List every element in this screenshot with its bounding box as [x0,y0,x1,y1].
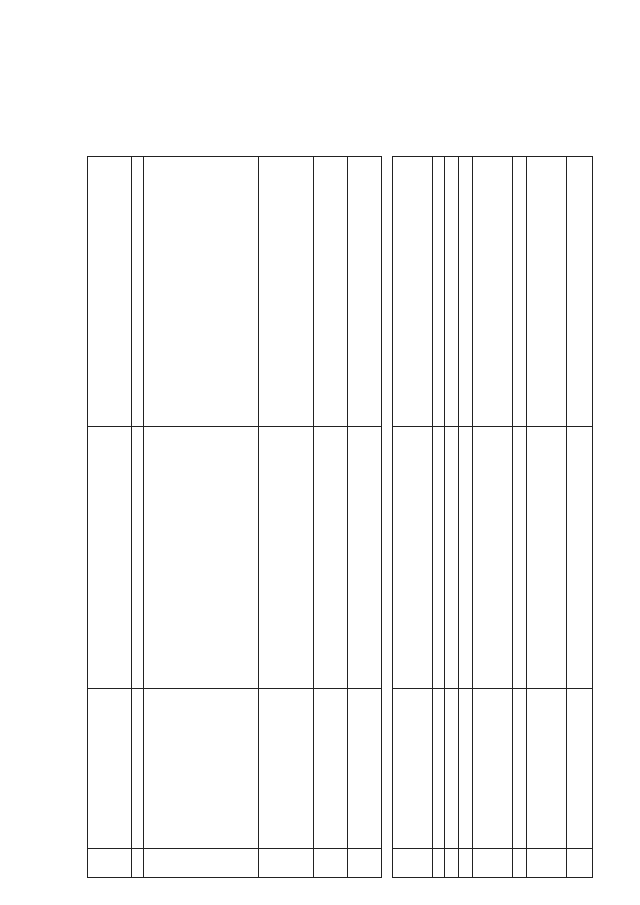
table-cell [88,157,132,427]
table-cell [259,849,314,878]
table-cell [144,849,259,878]
table-cell [314,427,348,689]
table-cell [459,849,473,878]
table-cell [348,849,382,878]
table-row [513,157,527,878]
table-cell [459,427,473,689]
table-cell [433,689,445,849]
table-row [445,157,459,878]
table-header-row [88,157,132,878]
table-cell [88,689,132,849]
table-cell [393,427,433,689]
table-cell [513,157,527,427]
table-cell [259,157,314,427]
data-table-upper [87,156,382,878]
table-cell [132,157,144,427]
column-number-row [433,157,445,878]
table-cell [144,157,259,427]
table-row [567,157,593,878]
table-cell [259,427,314,689]
table-cell [314,849,348,878]
table-row [527,157,567,878]
table-cell [314,689,348,849]
table-cell [473,849,513,878]
table-cell [314,157,348,427]
table-cell [348,427,382,689]
table-row [144,157,259,878]
table-cell [527,427,567,689]
table-cell [473,427,513,689]
table-cell [459,157,473,427]
column-number-row [132,157,144,878]
table-cell [348,689,382,849]
table-cell [433,849,445,878]
table-cell [567,157,593,427]
table-cell [567,689,593,849]
table-cell [393,157,433,427]
table-cell [513,849,527,878]
table-cell [433,157,445,427]
table-cell [144,427,259,689]
table-row [259,157,314,878]
table-cell [144,689,259,849]
table-cell [513,427,527,689]
table-header-row [393,157,433,878]
table-row [473,157,513,878]
data-table-lower [392,156,593,878]
table-cell [445,689,459,849]
table-cell [445,849,459,878]
table-cell [132,427,144,689]
table-cell [132,689,144,849]
table-cell [445,157,459,427]
table-cell [445,427,459,689]
table-cell [393,849,433,878]
table-cell [527,689,567,849]
table-cell [393,689,433,849]
table-cell [513,689,527,849]
table-cell [88,427,132,689]
table-cell [473,157,513,427]
table-cell [348,157,382,427]
table-cell [88,849,132,878]
table-cell [567,849,593,878]
table-cell [259,689,314,849]
table-cell [132,849,144,878]
table-row [459,157,473,878]
table-cell [459,689,473,849]
table-row [314,157,348,878]
table-cell [473,689,513,849]
table-cell [527,157,567,427]
table-cell [567,427,593,689]
table-cell [527,849,567,878]
table-cell [433,427,445,689]
table-row [348,157,382,878]
